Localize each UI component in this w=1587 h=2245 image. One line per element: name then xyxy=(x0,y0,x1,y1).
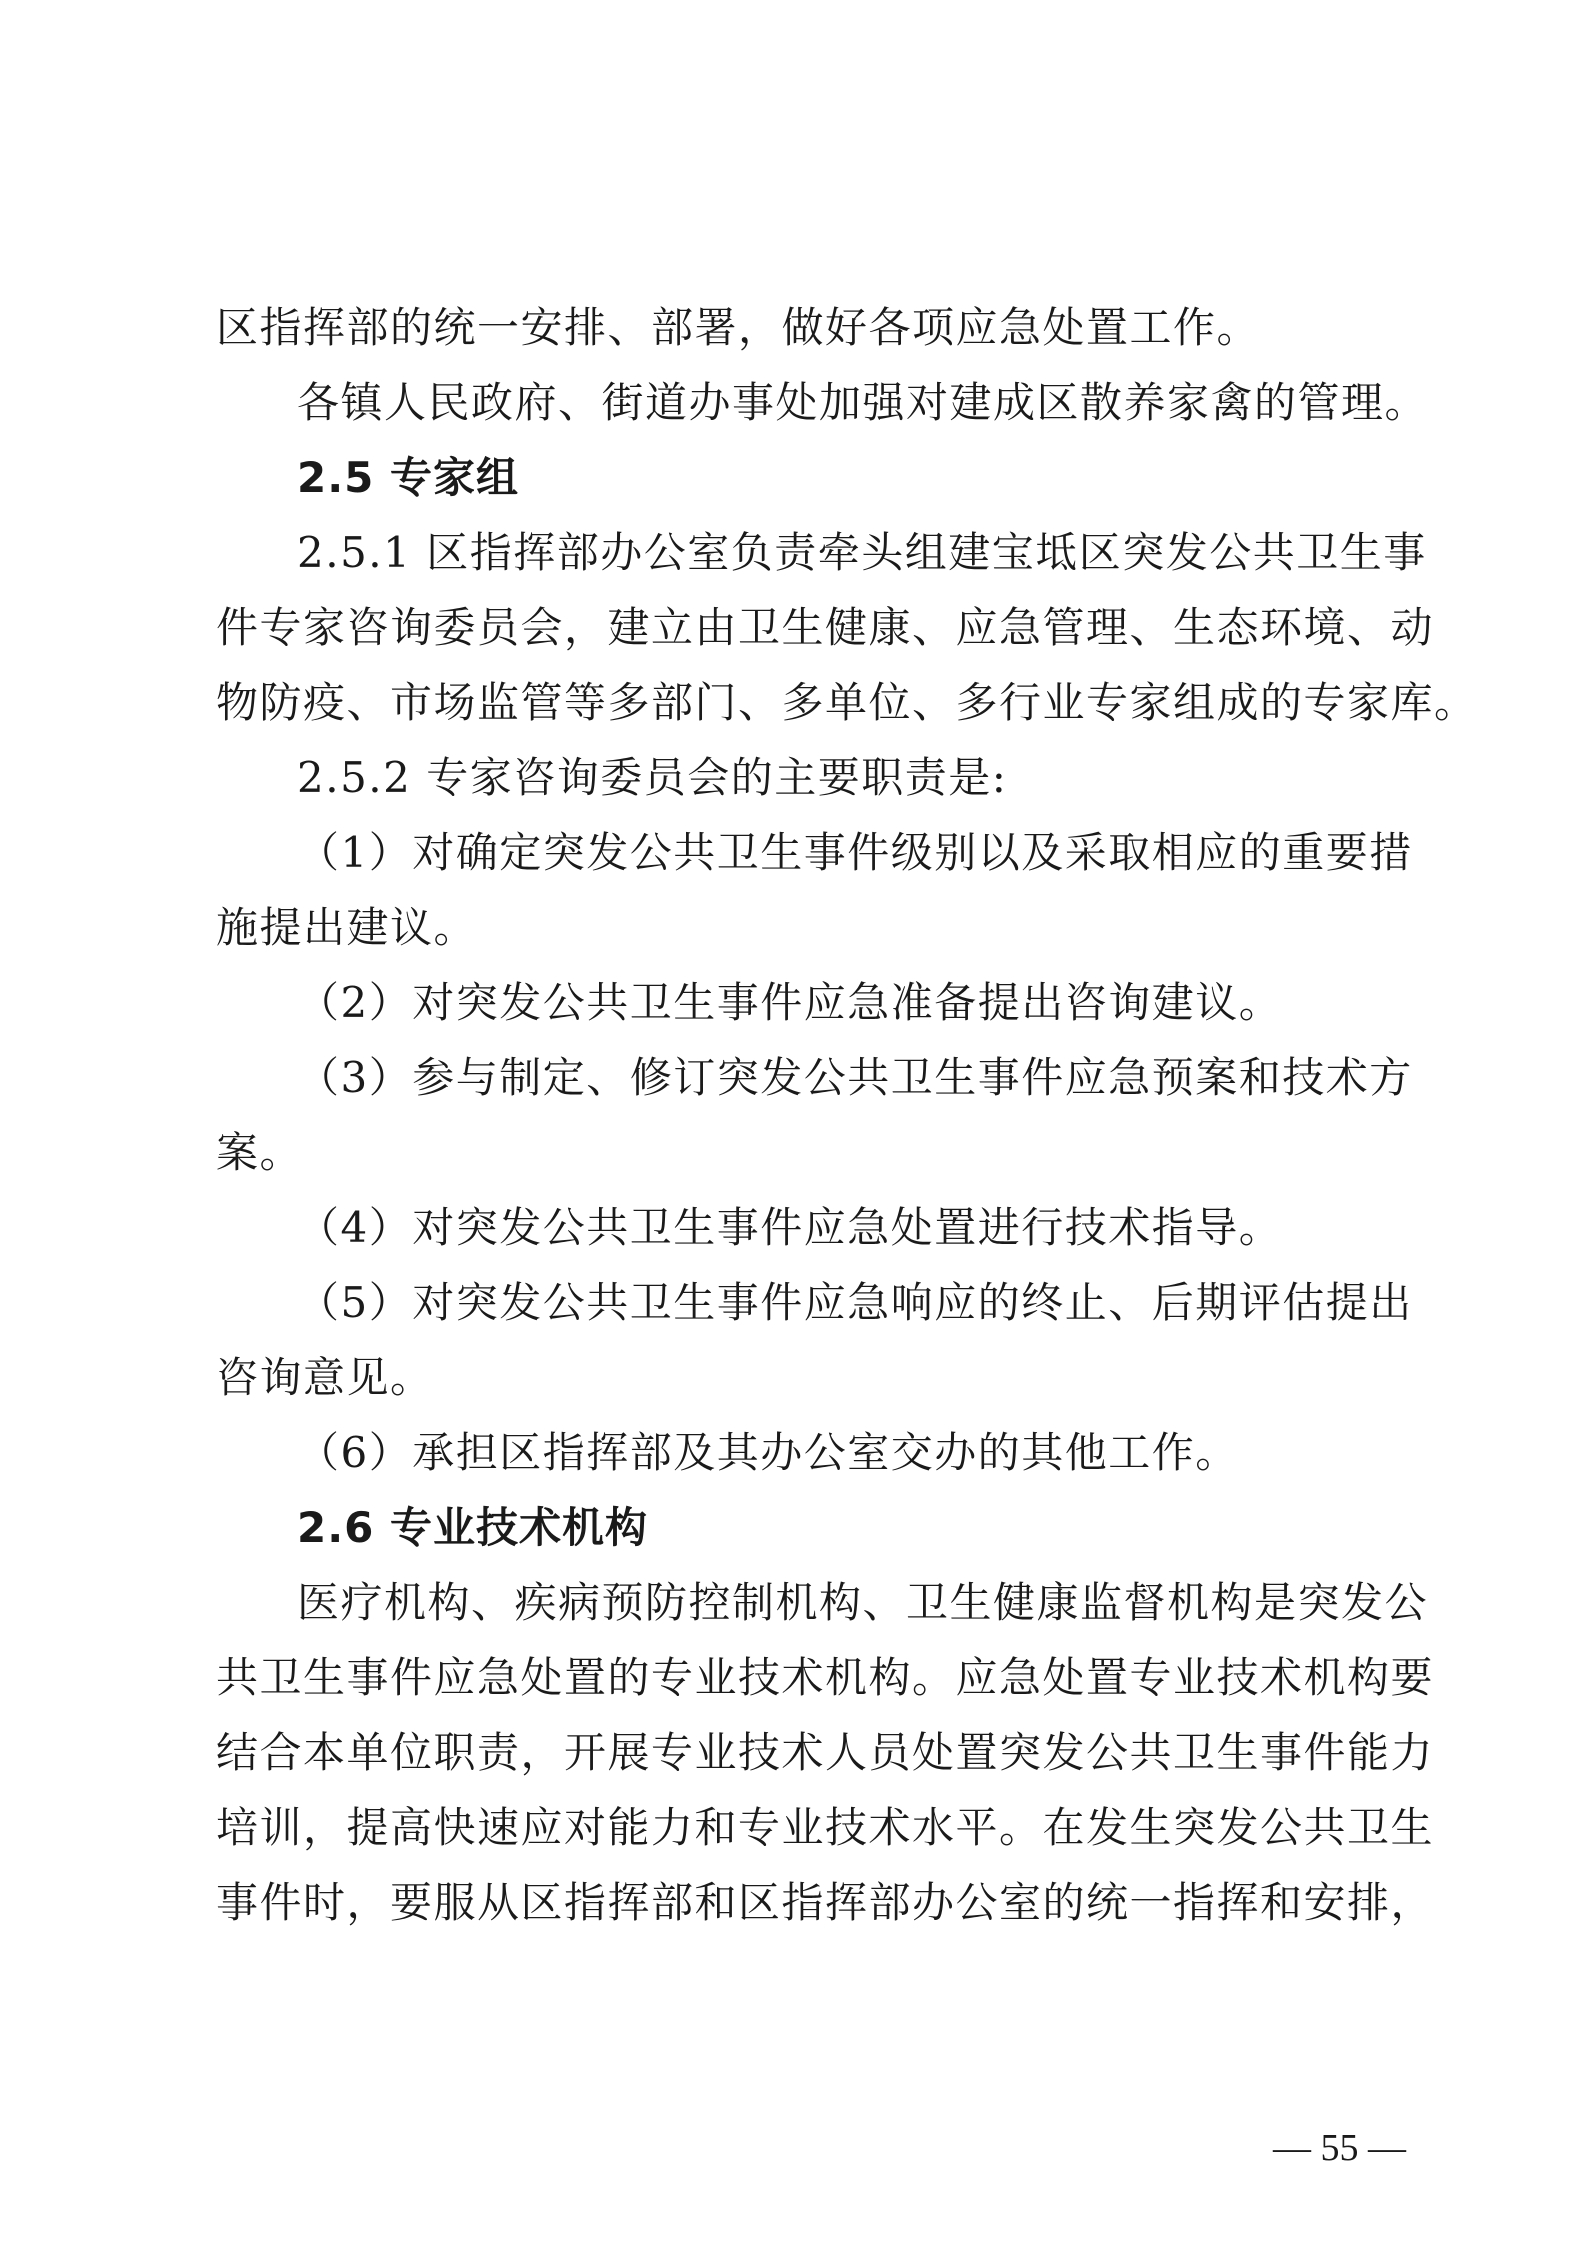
body-text-line: 事件时，要服从区指挥部和区指挥部办公室的统一指挥和安排， xyxy=(216,1878,1435,1927)
list-item: （3）参与制定、修订突发公共卫生事件应急预案和技术方 xyxy=(297,1053,1413,1102)
section-heading: 2.5 专家组 xyxy=(297,453,520,502)
body-text-line: 2.5.1 区指挥部办公室负责牵头组建宝坻区突发公共卫生事 xyxy=(297,528,1427,577)
list-item: （5）对突发公共卫生事件应急响应的终止、后期评估提出 xyxy=(297,1278,1413,1327)
section-heading: 2.6 专业技术机构 xyxy=(297,1503,649,1552)
body-text-line: 医疗机构、疾病预防控制机构、卫生健康监督机构是突发公 xyxy=(297,1578,1429,1627)
body-text-line: 区指挥部的统一安排、部署，做好各项应急处置工作。 xyxy=(216,303,1261,352)
list-item-continuation: 施提出建议。 xyxy=(216,903,478,952)
body-text-line: 结合本单位职责，开展专业技术人员处置突发公共卫生事件能力 xyxy=(216,1728,1435,1777)
list-item: （6）承担区指挥部及其办公室交办的其他工作。 xyxy=(297,1428,1239,1477)
list-item: （2）对突发公共卫生事件应急准备提出咨询建议。 xyxy=(297,978,1283,1027)
list-item-continuation: 咨询意见。 xyxy=(216,1353,434,1402)
body-text-line: 共卫生事件应急处置的专业技术机构。应急处置专业技术机构要 xyxy=(216,1653,1435,1702)
body-text-line: 2.5.2 专家咨询委员会的主要职责是: xyxy=(297,753,1008,802)
list-item-continuation: 案。 xyxy=(216,1128,304,1177)
page-number: — 55 — xyxy=(1273,2127,1406,2169)
list-item: （1）对确定突发公共卫生事件级别以及采取相应的重要措 xyxy=(297,828,1413,877)
list-item: （4）对突发公共卫生事件应急处置进行技术指导。 xyxy=(297,1203,1283,1252)
body-text-line: 物防疫、市场监管等多部门、多单位、多行业专家组成的专家库。 xyxy=(216,678,1478,727)
body-text-line: 各镇人民政府、街道办事处加强对建成区散养家禽的管理。 xyxy=(297,378,1429,427)
body-text-line: 件专家咨询委员会，建立由卫生健康、应急管理、生态环境、动 xyxy=(216,603,1435,652)
body-text-line: 培训，提高快速应对能力和专业技术水平。在发生突发公共卫生 xyxy=(216,1803,1435,1852)
